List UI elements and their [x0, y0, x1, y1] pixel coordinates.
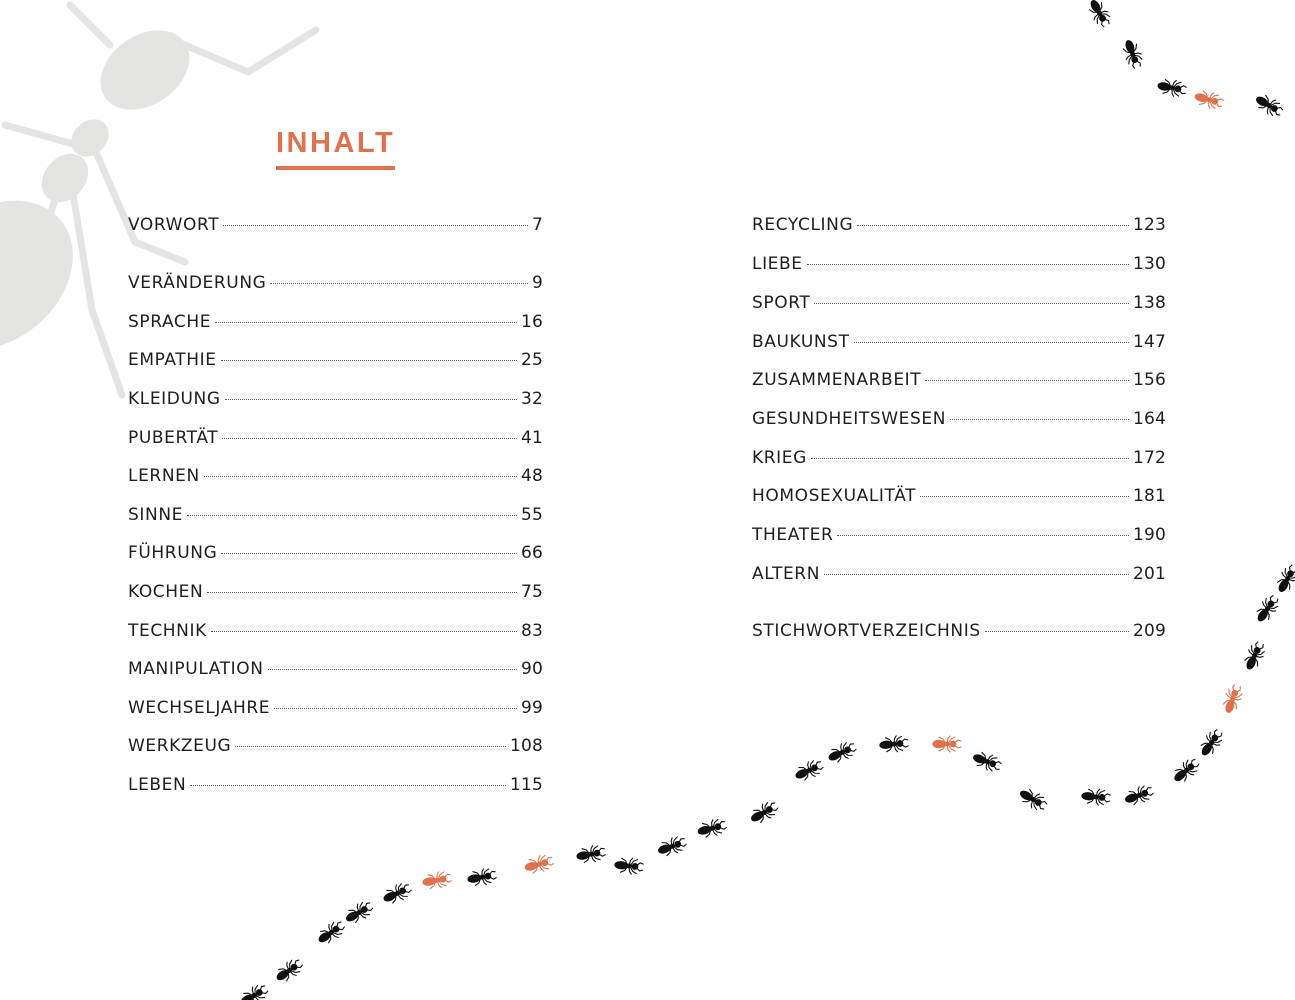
dot-leader: [270, 282, 528, 284]
toc-entry: [128, 657, 543, 681]
ant-icon: [381, 880, 413, 906]
toc-entry-label: GESUNDHEITSWESEN: [752, 409, 947, 429]
orange-ant-icon: [1193, 88, 1224, 111]
orange-ant-icon: [933, 736, 961, 752]
toc-entry-label: VORWORT: [128, 215, 220, 235]
toc-entry-label: VERÄNDERUNG: [128, 273, 267, 293]
ant-icon: [1197, 727, 1226, 759]
toc-entry: [752, 446, 1166, 470]
dot-leader: [925, 379, 1129, 381]
toc-entry-label: THEATER: [752, 525, 834, 545]
ant-icon: [826, 739, 858, 765]
toc-entry-page-number: 16: [520, 312, 543, 332]
toc-entry: [752, 484, 1166, 508]
toc-entry-page-number: 156: [1132, 370, 1166, 390]
toc-entry: [752, 368, 1166, 392]
toc-entry-label: MANIPULATION: [128, 659, 264, 679]
toc-entry-label: HOMOSEXUALITÄT: [752, 486, 917, 506]
orange-ant-icon: [1220, 683, 1245, 715]
toc-heading: INHALT: [276, 127, 396, 159]
toc-entry-page-number: 164: [1132, 409, 1166, 429]
ant-icon: [614, 857, 643, 875]
dot-leader: [274, 707, 517, 709]
toc-entry-label: BAUKUNST: [752, 332, 850, 352]
ant-icon: [1081, 788, 1110, 806]
dot-leader: [985, 630, 1129, 632]
toc-entry-page-number: 90: [520, 659, 543, 679]
toc-entry-label: STICHWORTVERZEICHNIS: [752, 621, 981, 641]
toc-entry-page-number: 7: [531, 215, 543, 235]
toc-entry: [128, 310, 543, 334]
dot-leader: [235, 745, 506, 747]
ant-icon: [879, 735, 908, 753]
toc-entry-page-number: 147: [1132, 332, 1166, 352]
ant-icon: [238, 982, 270, 1000]
dot-leader: [268, 668, 517, 670]
dot-leader: [854, 341, 1129, 343]
toc-entry-page-number: 108: [509, 736, 543, 756]
ant-icon: [467, 867, 498, 888]
toc-entry: [128, 773, 543, 797]
ant-icon: [793, 757, 825, 783]
ant-icon: [1253, 91, 1285, 119]
ant-icon: [576, 844, 607, 865]
ant-icon: [1157, 77, 1188, 98]
ant-icon: [656, 834, 688, 859]
ant-icon: [1123, 783, 1155, 808]
ant-icon: [1120, 38, 1145, 70]
toc-entry-page-number: 172: [1132, 448, 1166, 468]
ant-icon: [696, 817, 727, 840]
toc-entry-page-number: 41: [520, 428, 543, 448]
toc-entry: [128, 619, 543, 643]
ant-icon: [273, 956, 305, 985]
dot-leader: [920, 495, 1129, 497]
toc-entry: [752, 562, 1166, 586]
toc-entry: [752, 291, 1166, 315]
toc-entry-page-number: 201: [1132, 564, 1166, 584]
toc-entry-label: KRIEG: [752, 448, 807, 468]
toc-entry-label: KLEIDUNG: [128, 389, 221, 409]
toc-entry: [752, 619, 1166, 643]
toc-entry: [752, 330, 1166, 354]
heading-underline: [276, 166, 395, 170]
toc-entry: [752, 252, 1166, 276]
dot-leader: [857, 224, 1129, 226]
toc-entry-label: ALTERN: [752, 564, 821, 584]
toc-entry: [128, 464, 543, 488]
dot-leader: [187, 514, 517, 516]
toc-entry-page-number: 55: [520, 505, 543, 525]
toc-entry-label: SINNE: [128, 505, 183, 525]
dot-leader: [814, 302, 1129, 304]
ant-icon: [1085, 0, 1113, 29]
ant-icon: [748, 799, 780, 827]
ant-icon: [1273, 563, 1295, 595]
toc-entry-page-number: 130: [1132, 254, 1166, 274]
dot-leader: [824, 573, 1129, 575]
large-ant-silhouette-icon: [0, 5, 316, 395]
toc-entry-page-number: 209: [1132, 621, 1166, 641]
dot-leader: [225, 398, 517, 400]
dot-leader: [207, 591, 517, 593]
toc-entry-page-number: 83: [520, 621, 543, 641]
orange-ant-icon: [422, 870, 453, 891]
toc-entry: [128, 541, 543, 565]
dot-leader: [950, 418, 1129, 420]
toc-entry: [752, 407, 1166, 431]
toc-entry-label: WERKZEUG: [128, 736, 232, 756]
ant-icon: [1241, 640, 1267, 672]
toc-entry-label: SPRACHE: [128, 312, 212, 332]
toc-entry: [128, 696, 543, 720]
toc-entry-page-number: 190: [1132, 525, 1166, 545]
toc-entry: [752, 523, 1166, 547]
toc-entry: [128, 387, 543, 411]
toc-entry: [752, 213, 1166, 237]
toc-entry: [128, 213, 543, 237]
toc-entry-label: SPORT: [752, 293, 811, 313]
dot-leader: [221, 359, 517, 361]
dot-leader: [223, 224, 528, 226]
toc-entry-page-number: 181: [1132, 486, 1166, 506]
dot-leader: [190, 784, 506, 786]
toc-entry-label: LEBEN: [128, 775, 187, 795]
toc-entry-page-number: 32: [520, 389, 543, 409]
toc-entry-page-number: 66: [520, 543, 543, 563]
ant-icon: [315, 918, 347, 947]
dot-leader: [811, 457, 1129, 459]
dot-leader: [211, 630, 517, 632]
toc-entry-page-number: 138: [1132, 293, 1166, 313]
dot-leader: [837, 534, 1129, 536]
toc-entry-label: PUBERTÄT: [128, 428, 219, 448]
toc-entry: [128, 734, 543, 758]
toc-entry-label: TECHNIK: [128, 621, 207, 641]
dot-leader: [807, 263, 1129, 265]
toc-entry-page-number: 115: [509, 775, 543, 795]
toc-entry-label: ZUSAMMENARBEIT: [752, 370, 922, 390]
orange-ant-icon: [523, 853, 554, 876]
ant-icon: [1253, 593, 1282, 625]
ant-icon: [343, 899, 375, 927]
toc-entry-page-number: 99: [520, 698, 543, 718]
toc-entry-page-number: 48: [520, 466, 543, 486]
toc-entry-label: WECHSELJAHRE: [128, 698, 271, 718]
toc-entry-label: RECYCLING: [752, 215, 854, 235]
toc-entry-label: FÜHRUNG: [128, 543, 218, 563]
toc-entry: [128, 580, 543, 604]
toc-entry-page-number: 75: [520, 582, 543, 602]
ant-icon: [1170, 756, 1202, 786]
toc-entry-page-number: 123: [1132, 215, 1166, 235]
toc-entry: [128, 271, 543, 295]
ant-icon: [1017, 785, 1049, 813]
toc-entry: [128, 503, 543, 527]
toc-entry-page-number: 25: [520, 350, 543, 370]
ant-icon: [971, 749, 1003, 774]
toc-entry-label: EMPATHIE: [128, 350, 217, 370]
toc-entry: [128, 426, 543, 450]
toc-entry-page-number: 9: [531, 273, 543, 293]
toc-entry-label: KOCHEN: [128, 582, 204, 602]
dot-leader: [222, 437, 517, 439]
dot-leader: [215, 321, 517, 323]
toc-entry-label: LIEBE: [752, 254, 803, 274]
toc-entry: [128, 348, 543, 372]
toc-entry-label: LERNEN: [128, 466, 200, 486]
dot-leader: [204, 475, 517, 477]
dot-leader: [221, 552, 517, 554]
